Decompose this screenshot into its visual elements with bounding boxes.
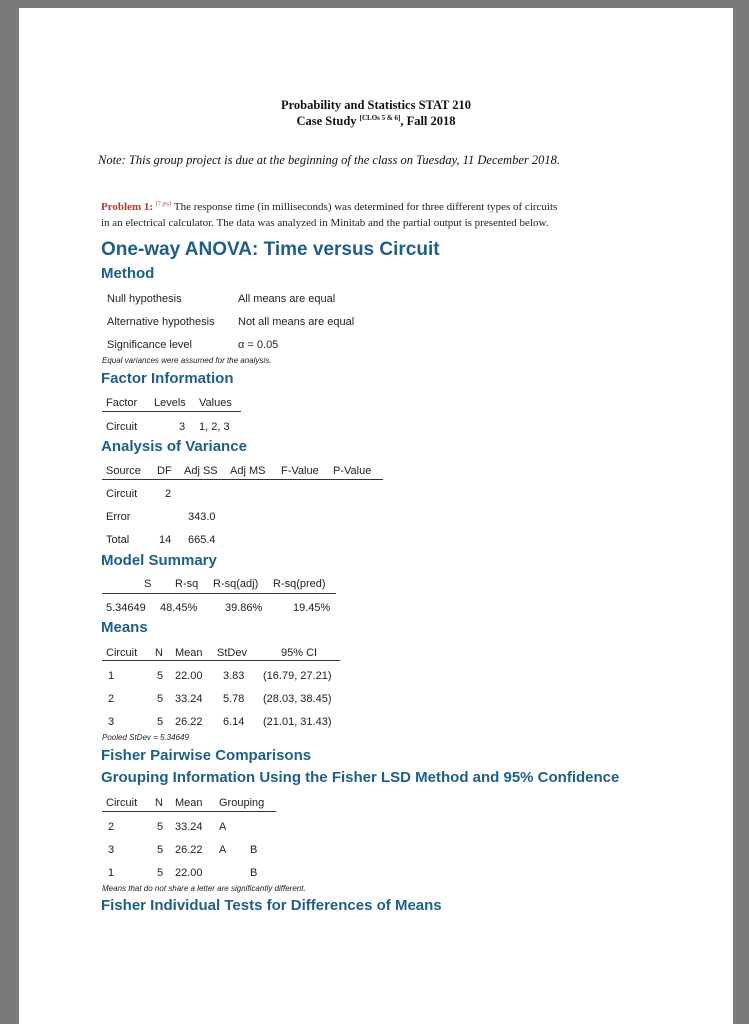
model-col-header: R-sq(adj): [213, 578, 259, 590]
means-cell: (16.79, 27.21): [263, 670, 332, 682]
means-cell: 1: [108, 670, 115, 682]
aov-heading: Analysis of Variance: [101, 438, 247, 455]
fisher-cell: B: [250, 867, 258, 879]
fisher-cell: A: [219, 844, 227, 856]
fisher-cell: 26.22: [175, 844, 203, 856]
factor-col-header: Factor: [106, 397, 138, 409]
means-col-header: 95% CI: [281, 647, 318, 659]
fisher-heading: Fisher Pairwise Comparisons: [101, 747, 312, 764]
fisher-cell: 33.24: [175, 821, 203, 833]
means-cell: 5.78: [223, 693, 245, 705]
factor-col-header: Levels: [154, 397, 186, 409]
aov-cell: Total: [106, 534, 130, 546]
means-cell: 26.22: [175, 716, 203, 728]
aov-header-rule: [102, 479, 383, 480]
model-cell: 19.45%: [293, 602, 331, 614]
aov-cell: Circuit: [106, 488, 138, 500]
model-col-header: S: [144, 578, 152, 590]
aov-cell: 14: [159, 534, 172, 546]
means-header-rule: [102, 660, 340, 661]
means-cell: 5: [157, 693, 164, 705]
aov-cell: 665.4: [188, 534, 216, 546]
fisher-cell: 5: [157, 844, 164, 856]
case-study-title: Case Study [CLOs 5 & 6], Fall 2018: [296, 114, 456, 129]
factor-cell: 3: [179, 421, 186, 433]
means-cell: 5: [157, 670, 164, 682]
factor-cell: Circuit: [106, 421, 138, 433]
means-cell: 3: [108, 716, 115, 728]
fisher-header-rule: [102, 811, 276, 812]
model-col-header: R-sq: [175, 578, 199, 590]
aov-cell: 343.0: [188, 511, 216, 523]
fisher-col-header: Grouping: [219, 797, 265, 809]
model-cell: 39.86%: [225, 602, 263, 614]
aov-cell: 2: [165, 488, 172, 500]
factor-heading: Factor Information: [101, 370, 234, 387]
fisher-subheading: Grouping Information Using the Fisher LSD Method and 95% Confidence: [101, 769, 620, 786]
fisher-col-header: N: [155, 797, 163, 809]
method-footnote: Equal variances were assumed for the analysis.: [102, 356, 272, 365]
means-cell: (21.01, 31.43): [263, 716, 332, 728]
means-cell: 2: [108, 693, 115, 705]
fisher-col-header: Circuit: [106, 797, 138, 809]
method-row-label: Null hypothesis: [107, 293, 182, 305]
model-col-header: R-sq(pred): [273, 578, 326, 590]
means-cell: 6.14: [223, 716, 245, 728]
means-col-header: N: [155, 647, 163, 659]
due-date-note: Note: This group project is due at the beginning of the class on Tuesday, 11 December 2018.: [98, 153, 560, 167]
factor-col-header: Values: [199, 397, 232, 409]
aov-col-header: P-Value: [333, 465, 372, 477]
fisher-cell: 3: [108, 844, 115, 856]
anova-title: One-way ANOVA: Time versus Circuit: [101, 239, 440, 260]
method-row-value: Not all means are equal: [238, 316, 355, 328]
method-row-value: α = 0.05: [238, 339, 279, 351]
means-cell: 33.24: [175, 693, 203, 705]
fisher-cell: 1: [108, 867, 115, 879]
fisher-cell: A: [219, 821, 227, 833]
aov-col-header: Source: [106, 465, 141, 477]
method-heading: Method: [101, 265, 155, 282]
fisher-tests-heading: Fisher Individual Tests for Differences of Means: [101, 897, 442, 914]
means-heading: Means: [101, 619, 148, 636]
aov-cell: Error: [106, 511, 131, 523]
document-page: [19, 8, 733, 1024]
factor-cell: 1, 2, 3: [199, 421, 230, 433]
model-header-rule: [102, 593, 336, 594]
means-col-header: Mean: [175, 647, 203, 659]
model-cell: 5.34649: [106, 602, 146, 614]
means-col-header: StDev: [217, 647, 247, 659]
fisher-col-header: Mean: [175, 797, 203, 809]
course-title: Probability and Statistics STAT 210: [280, 98, 472, 112]
model-cell: 48.45%: [160, 602, 198, 614]
means-col-header: Circuit: [106, 647, 138, 659]
problem-line-1: Problem 1: [7 pts] The response time (in milliseconds) was determined for three different types of circuits: [101, 201, 558, 213]
means-cell: 5: [157, 716, 164, 728]
fisher-cell: 2: [108, 821, 115, 833]
means-footnote: Pooled StDev = 5.34649: [102, 733, 189, 742]
fisher-cell: 5: [157, 867, 164, 879]
factor-header-rule: [102, 411, 241, 412]
aov-col-header: DF: [157, 465, 172, 477]
model-heading: Model Summary: [101, 552, 217, 569]
means-cell: 3.83: [223, 670, 245, 682]
problem-line-2: in an electrical calculator. The data was analyzed in Minitab and the partial output is presented below.: [101, 217, 549, 229]
aov-col-header: Adj SS: [184, 465, 218, 477]
means-cell: (28.03, 38.45): [263, 693, 332, 705]
method-row-label: Significance level: [107, 339, 192, 351]
fisher-footnote: Means that do not share a letter are significantly different.: [102, 884, 306, 893]
method-row-value: All means are equal: [238, 293, 336, 305]
aov-col-header: F-Value: [281, 465, 319, 477]
fisher-cell: 22.00: [175, 867, 203, 879]
aov-col-header: Adj MS: [230, 465, 266, 477]
fisher-cell: B: [250, 844, 258, 856]
fisher-cell: 5: [157, 821, 164, 833]
means-cell: 22.00: [175, 670, 203, 682]
method-row-label: Alternative hypothesis: [107, 316, 215, 328]
